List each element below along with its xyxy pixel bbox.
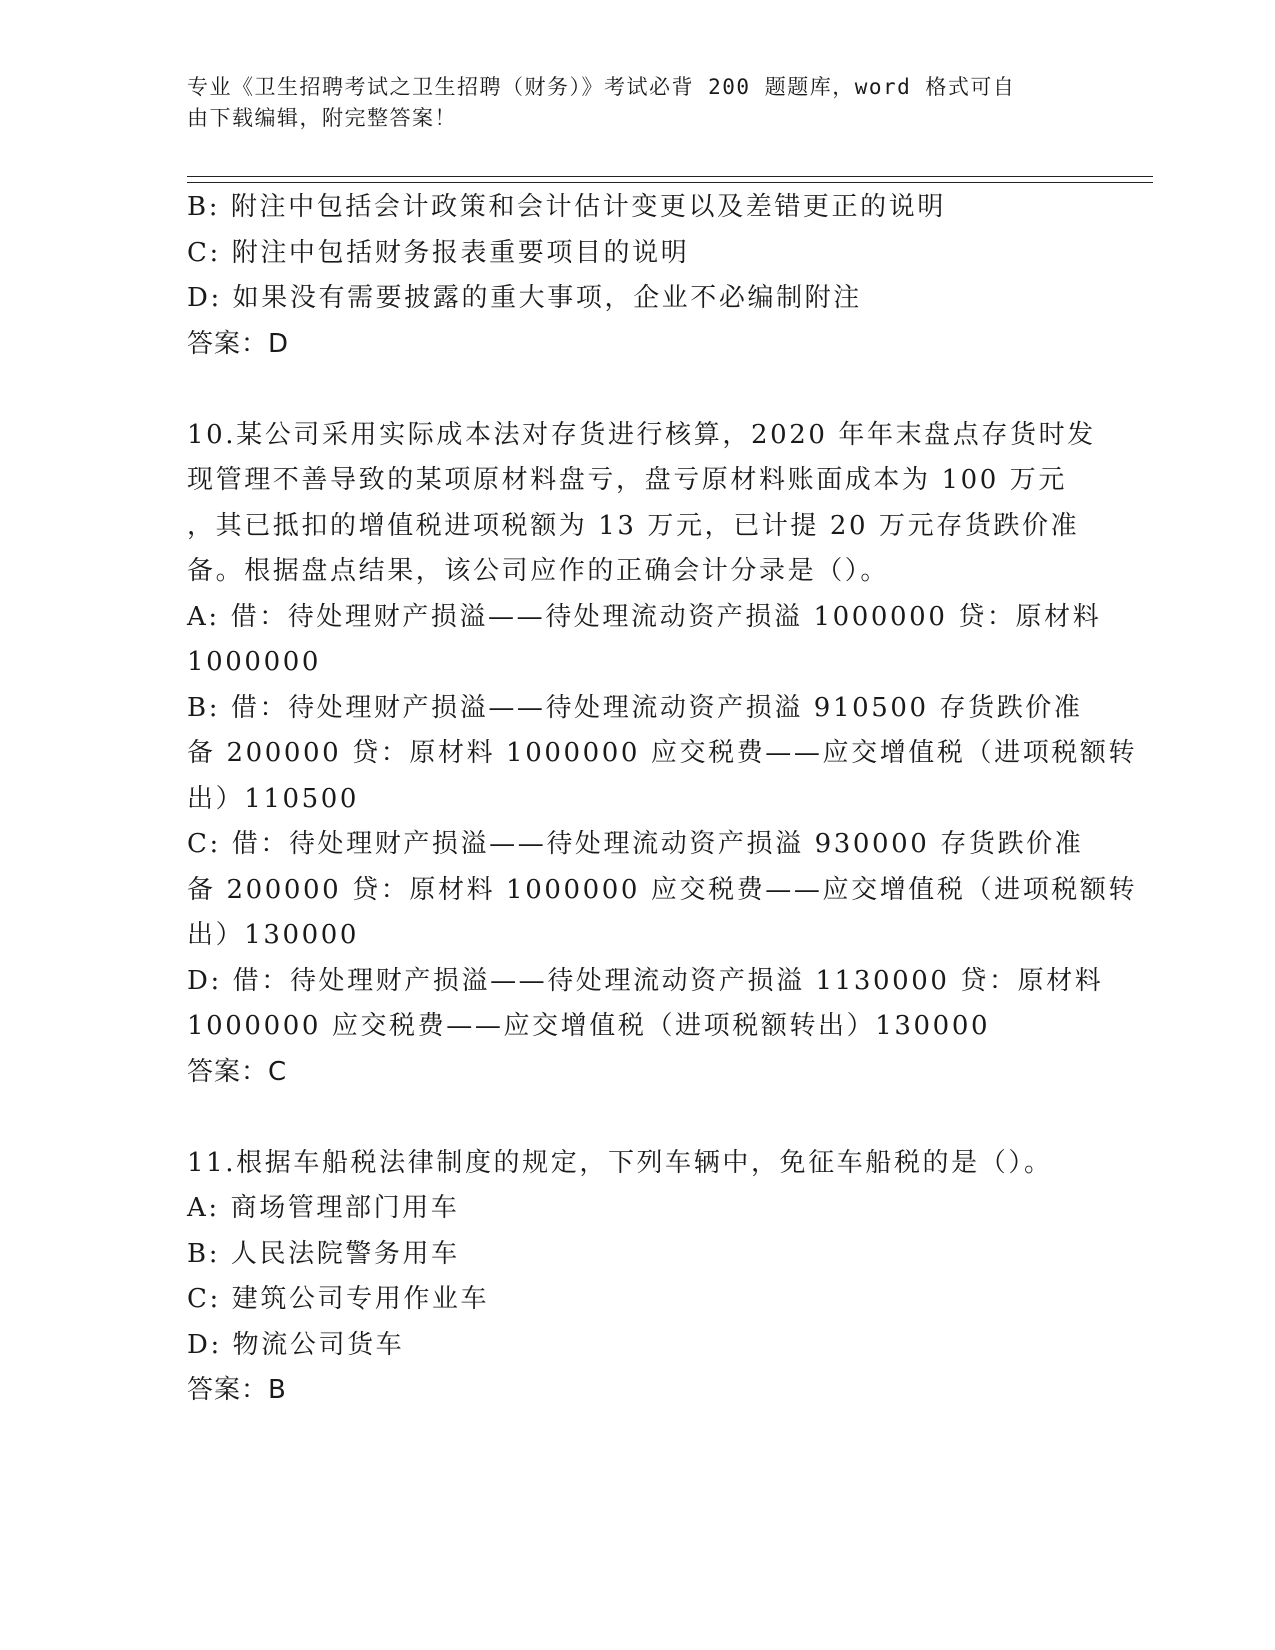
q10-option-a-line-1: A: 借：待处理财产损溢——待处理流动资产损溢 1000000 贷：原材料 <box>187 601 1102 632</box>
q10-option-b-line-3: 出）110500 <box>187 783 360 814</box>
prev-option-b: B: 附注中包括会计政策和会计估计变更以及差错更正的说明 <box>187 192 946 222</box>
q11-answer: 答案：B <box>187 1375 287 1405</box>
q11-stem: 11.根据车船税法律制度的规定，下列车辆中，免征车船税的是（）。 <box>187 1147 1053 1178</box>
prev-option-c: C: 附注中包括财务报表重要项目的说明 <box>187 237 690 268</box>
q10-option-d-line-1: D: 借：待处理财产损溢——待处理流动资产损溢 1130000 贷：原材料 <box>187 965 1104 996</box>
prev-question-block <box>187 185 1087 367</box>
q10-stem-line-2: 现管理不善导致的某项原材料盘亏，盘亏原材料账面成本为 100 万元 <box>187 465 1067 495</box>
q10-stem-line-1: 10.某公司采用实际成本法对存货进行核算，2020 年年末盘点存货时发 <box>187 419 1096 450</box>
q11-option-c: C: 建筑公司专用作业车 <box>187 1284 490 1314</box>
prev-answer: 答案：D <box>187 328 290 359</box>
header-divider-top <box>187 176 1153 177</box>
document-body <box>187 185 1138 1414</box>
q10-option-d-line-2: 1000000 应交税费——应交增值税（进项税额转出）130000 <box>187 1011 991 1041</box>
q10-answer: 答案：C <box>187 1056 288 1087</box>
q10-option-a-line-2: 1000000 <box>187 647 321 677</box>
question-10-block <box>187 413 1138 1096</box>
prev-option-d: D: 如果没有需要披露的重大事项，企业不必编制附注 <box>187 283 862 313</box>
q10-stem-line-3: ，其已抵扣的增值税进项税额为 13 万元，已计提 20 万元存货跌价准 <box>187 510 1080 541</box>
q11-option-a: A: 商场管理部门用车 <box>187 1193 460 1223</box>
q11-option-d: D: 物流公司货车 <box>187 1329 405 1360</box>
spacer <box>187 1095 1087 1141</box>
header-title-line-2: 由下载编辑，附完整答案！ <box>187 106 457 130</box>
q10-option-c-line-3: 出）130000 <box>187 920 360 950</box>
q10-option-b-line-1: B: 借：待处理财产损溢——待处理流动资产损溢 910500 存货跌价准 <box>187 692 1083 723</box>
question-11-block <box>187 1141 1087 1414</box>
header-divider-bottom <box>187 182 1153 183</box>
header-title-line-1: 专业《卫生招聘考试之卫生招聘（财务）》考试必背 200 题题库，word 格式可自 <box>187 75 1016 99</box>
q10-option-c-line-2: 备 200000 贷：原材料 1000000 应交税费——应交增值税（进项税额转 <box>187 874 1138 905</box>
q11-option-b: B: 人民法院警务用车 <box>187 1238 460 1269</box>
q10-option-b-line-2: 备 200000 贷：原材料 1000000 应交税费——应交增值税（进项税额转 <box>187 738 1138 768</box>
document-header <box>187 72 1087 134</box>
spacer <box>187 367 1087 413</box>
q10-option-c-line-1: C: 借：待处理财产损溢——待处理流动资产损溢 930000 存货跌价准 <box>187 829 1084 859</box>
q10-stem-line-4: 备。根据盘点结果，该公司应作的正确会计分录是（）。 <box>187 556 890 586</box>
